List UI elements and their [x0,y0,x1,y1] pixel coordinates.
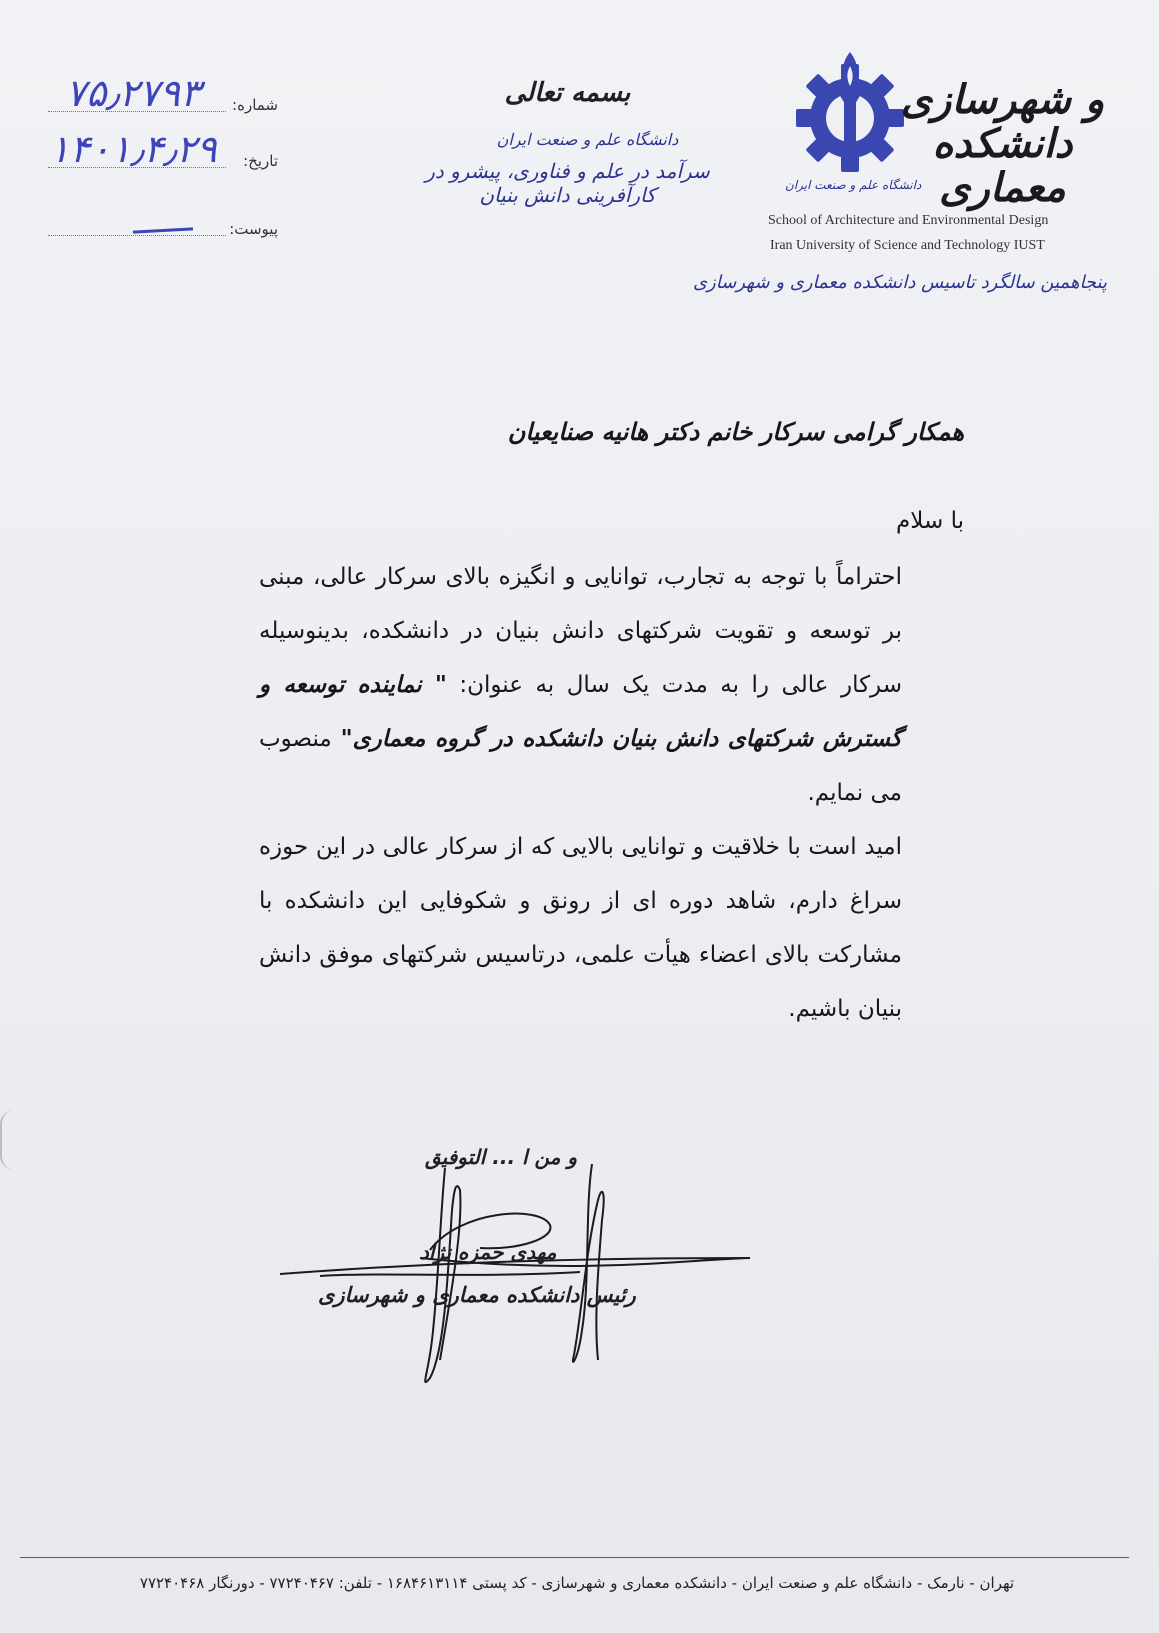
greeting: با سلام [896,508,964,534]
bismillah: بسمه تعالی [504,78,631,108]
university-name-small: دانشگاه علم و صنعت ایران [785,178,922,192]
ref-number-value: ۷۵٫۲۷۹۳ [65,71,201,115]
university-slogan: سرآمد در علم و فناوری، پیشرو در کارآفرینی دانش بنیان [425,159,710,207]
paragraph-1-end: منصوب می نمایم. [259,726,902,806]
faculty-logo-block [692,40,1107,310]
faculty-title-line1: دانشکده معماری [932,120,1073,211]
paragraph-1-intro: احتراماً با توجه به تجارب، توانایی و انگیزه بالای سرکار عالی، مبنی بر توسعه و تقویت شرکتهای دانش بنیان در دانشکده، بدینوسیله سرکار عالی را به مدت یک سال به عنوان: [259,564,902,698]
faculty-title-line2: و شهرسازی [900,76,1105,123]
recipient-line: همکار گرامی سرکار خانم دکتر هانیه صنایعیان [507,418,964,446]
footer-divider [20,1557,1129,1558]
university-name-fa: دانشگاه علم و صنعت ایران [496,130,679,149]
anniversary-line: پنجاهمین سالگرد تاسیس دانشکده معماری و شهرسازی [692,272,1107,293]
paragraph-2: امید است با خلاقیت و توانایی بالایی که از سرکار عالی در این حوزه سراغ دارم، شاهد دوره ای از رونق و شکوفایی این دانشکده با مشارکت بالای اعضاء هیأت علمی، درتاسیس شرکتهای موفق دانش بنیان باشیم. [259,834,902,1022]
ref-date-value: ۱۴۰۱٫۴٫۲۹ [49,127,217,171]
ref-date-label: تاریخ: [243,152,278,170]
letter-body [259,550,964,1036]
paper-crease-mark [0,1110,14,1170]
gear-torch-logo-icon [795,48,905,178]
handwritten-signature [280,1150,760,1400]
school-name-en: School of Architecture and Environmental Design [768,213,1049,228]
footer-address: تهران - نارمک - دانشگاه علم و صنعت ایران - دانشکده معماری و شهرسازی - کد پستی ۱۶۸۴۶۱۳۱۱۴ - تلفن: ۷۷۲۴۰۴۶۷ - دورنگار ۷۷۲۴۰۴۶۸ [139,1574,1015,1592]
ref-attach-label: پیوست: [229,220,278,238]
ref-attach-dash [133,227,193,233]
closing-line: و من ا ... التوفیق [425,1145,578,1169]
center-header [395,78,740,207]
ref-attach-row [48,206,278,246]
paragraph-1 [259,550,964,820]
university-name-en: Iran University of Science and Technology IUST [770,238,1045,253]
ref-number-row [48,71,278,122]
appointment-title: " نماینده توسعه و گسترش شرکتهای دانش بنیان دانشکده در گروه معماری" [259,672,902,752]
signer-name: مهدی حمزه نژاد [420,1240,557,1264]
ref-attach-line [48,235,226,236]
signer-title: رئیس دانشکده معماری و شهرسازی [318,1283,636,1307]
ref-date-row [48,127,278,178]
faculty-title-fa [900,78,1105,210]
ref-number-label: شماره: [232,96,278,114]
